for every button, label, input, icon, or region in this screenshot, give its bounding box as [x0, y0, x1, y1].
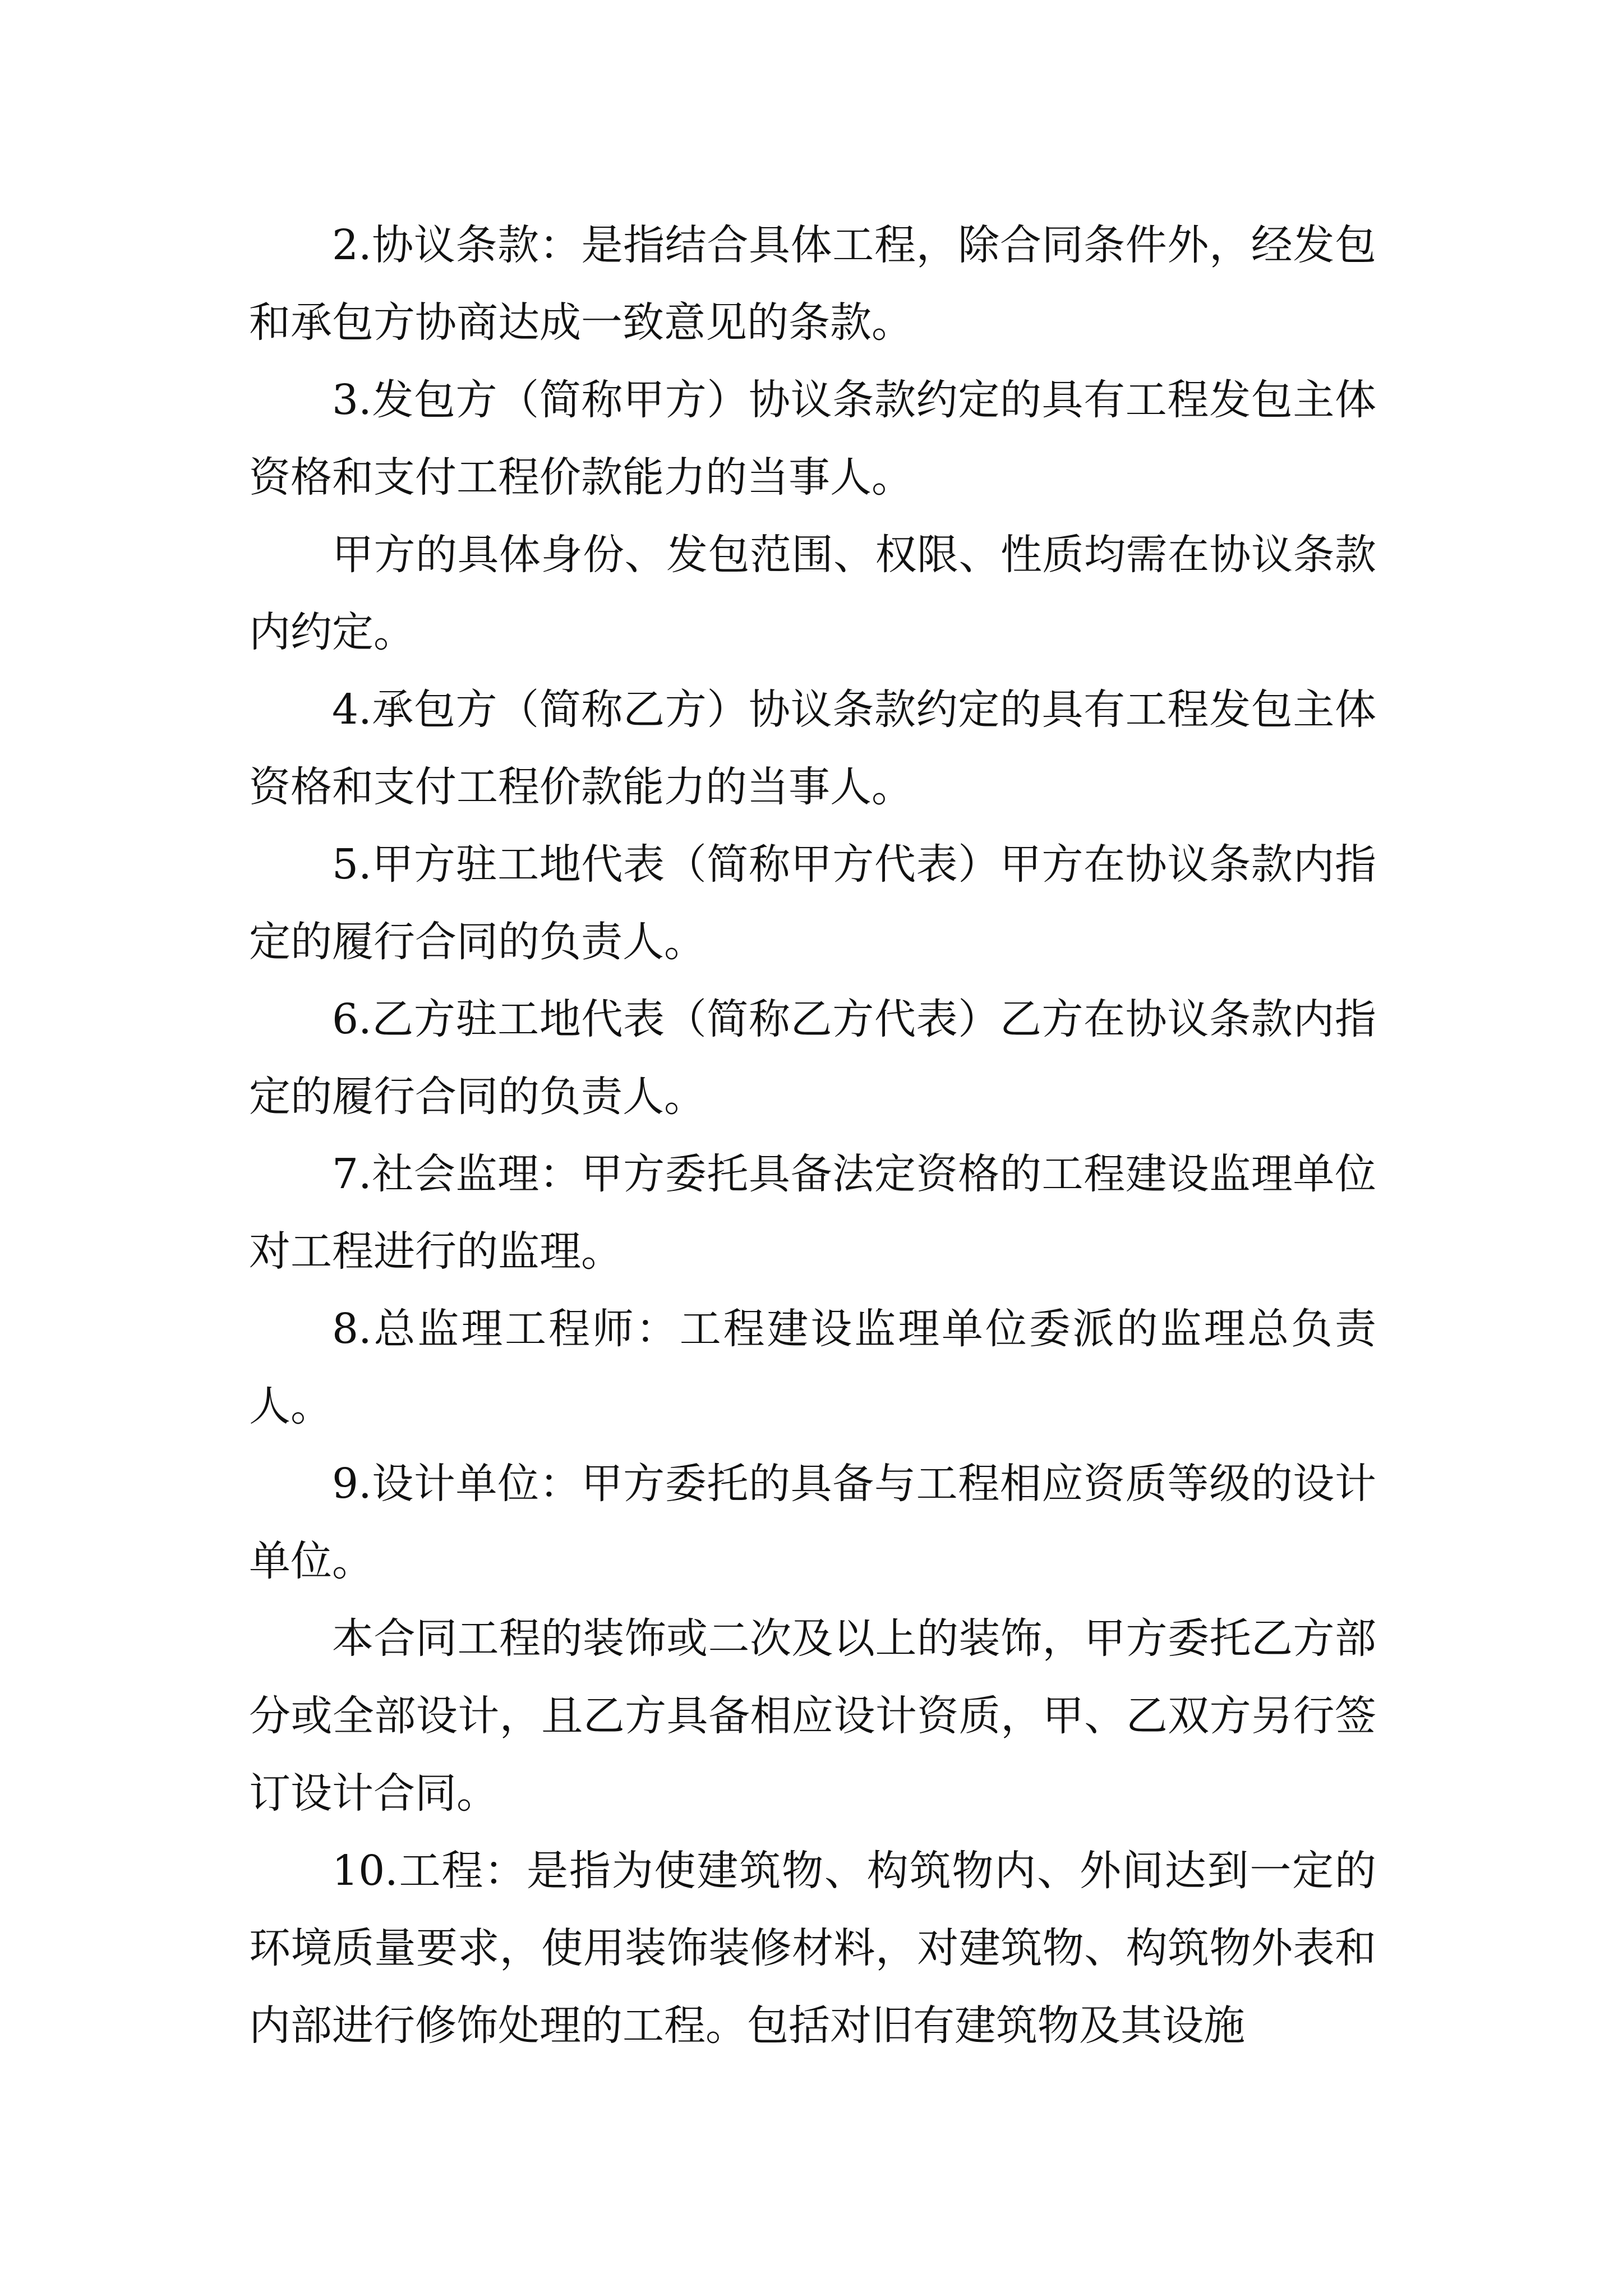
paragraph-employer-scope-note: 甲方的具体身份、发包范围、权限、性质均需在协议条款内约定。: [249, 531, 1376, 656]
paragraph-8-chief-supervising-engineer: 8.总监理工程师：工程建设监理单位委派的监理总负责人。: [249, 1305, 1376, 1430]
paragraph-3-employer: 3.发包方（简称甲方）协议条款约定的具有工程发包主体资格和支付工程价款能力的当事人。: [249, 376, 1376, 501]
paragraph-10-engineering-definition: 10.工程：是指为使建筑物、构筑物内、外间达到一定的环境质量要求，使用装饰装修材料，对建筑物、构筑物外表和内部进行修饰处理的工程。包括对旧有建筑物及其设施: [249, 1847, 1376, 2050]
paragraph-9-design-unit: 9.设计单位：甲方委托的具备与工程相应资质等级的设计单位。: [249, 1460, 1376, 1585]
paragraph-5-employer-representative: 5.甲方驻工地代表（简称甲方代表）甲方在协议条款内指定的履行合同的负责人。: [249, 840, 1376, 966]
paragraph-7-social-supervision: 7.社会监理：甲方委托具备法定资格的工程建设监理单位对工程进行的监理。: [249, 1150, 1376, 1276]
paragraph-6-contractor-representative: 6.乙方驻工地代表（简称乙方代表）乙方在协议条款内指定的履行合同的负责人。: [249, 995, 1376, 1121]
paragraph-design-contract-note: 本合同工程的装饰或二次及以上的装饰，甲方委托乙方部分或全部设计，且乙方具备相应设计资质，甲、乙双方另行签订设计合同。: [249, 1614, 1376, 1818]
paragraph-4-contractor: 4.承包方（简称乙方）协议条款约定的具有工程发包主体资格和支付工程价款能力的当事人。: [249, 685, 1376, 811]
document-body: [249, 206, 1376, 2064]
paragraph-2-agreement-terms: 2.协议条款：是指结合具体工程，除合同条件外，经发包和承包方协商达成一致意见的条款。: [249, 221, 1376, 347]
